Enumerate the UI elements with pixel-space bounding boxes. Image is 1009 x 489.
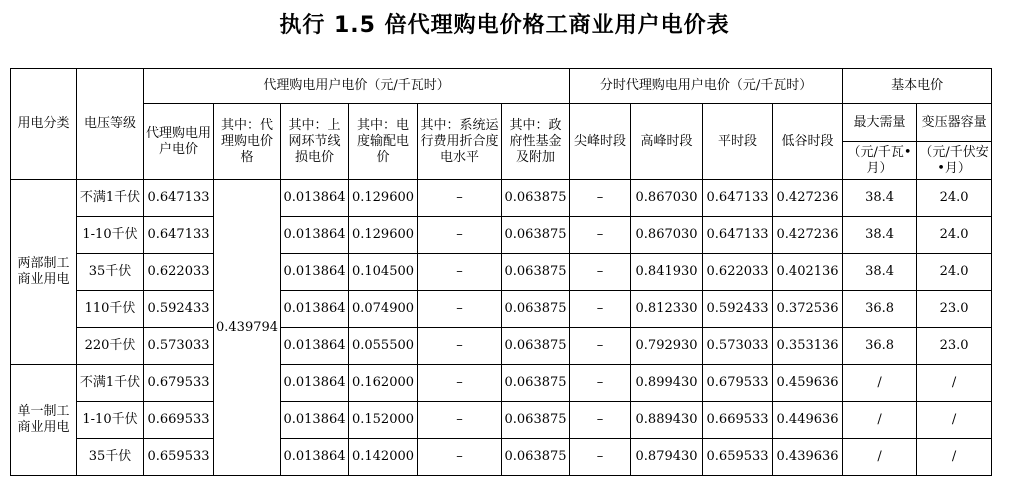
voltage-cell: 220千伏 bbox=[77, 328, 144, 365]
transmission-price-cell: 0.055500 bbox=[349, 328, 418, 365]
header-of-which-trans: 其中：电度输配电价 bbox=[349, 104, 418, 180]
flat-cell: 0.647133 bbox=[703, 180, 773, 217]
government-fund-cell: 0.063875 bbox=[502, 254, 570, 291]
sharp-peak-cell: – bbox=[570, 291, 631, 328]
flat-cell: 0.679533 bbox=[703, 365, 773, 402]
category-cell: 单一制工商业用电 bbox=[11, 365, 77, 476]
loss-price-cell: 0.013864 bbox=[281, 439, 349, 476]
table-row bbox=[11, 328, 992, 365]
transformer-capacity-cell: / bbox=[917, 365, 992, 402]
loss-price-cell: 0.013864 bbox=[281, 328, 349, 365]
system-cost-cell: – bbox=[418, 439, 502, 476]
transmission-price-cell: 0.142000 bbox=[349, 439, 418, 476]
valley-cell: 0.427236 bbox=[773, 217, 843, 254]
table-row bbox=[11, 439, 992, 476]
transformer-capacity-cell: 23.0 bbox=[917, 328, 992, 365]
peak-cell: 0.841930 bbox=[631, 254, 703, 291]
loss-price-cell: 0.013864 bbox=[281, 365, 349, 402]
government-fund-cell: 0.063875 bbox=[502, 402, 570, 439]
page-title: 执行 1.5 倍代理购电价格工商业用户电价表 bbox=[279, 13, 730, 38]
system-cost-cell: – bbox=[418, 180, 502, 217]
peak-cell: 0.899430 bbox=[631, 365, 703, 402]
valley-cell: 0.353136 bbox=[773, 328, 843, 365]
agent-purchase-price-cell: 0.439794 bbox=[214, 180, 281, 476]
voltage-cell: 35千伏 bbox=[77, 439, 144, 476]
max-demand-cell: / bbox=[843, 365, 917, 402]
loss-price-cell: 0.013864 bbox=[281, 402, 349, 439]
valley-cell: 0.372536 bbox=[773, 291, 843, 328]
sharp-peak-cell: – bbox=[570, 180, 631, 217]
loss-price-cell: 0.013864 bbox=[281, 254, 349, 291]
voltage-cell: 不满1千伏 bbox=[77, 180, 144, 217]
peak-cell: 0.867030 bbox=[631, 180, 703, 217]
agent-price-cell: 0.679533 bbox=[144, 365, 214, 402]
header-valley: 低谷时段 bbox=[773, 104, 843, 180]
transmission-price-cell: 0.074900 bbox=[349, 291, 418, 328]
valley-cell: 0.459636 bbox=[773, 365, 843, 402]
header-group-agent: 代理购电用户电价（元/千瓦时） bbox=[144, 69, 570, 104]
system-cost-cell: – bbox=[418, 365, 502, 402]
transformer-capacity-cell: 23.0 bbox=[917, 291, 992, 328]
voltage-cell: 1-10千伏 bbox=[77, 217, 144, 254]
transmission-price-cell: 0.152000 bbox=[349, 402, 418, 439]
transformer-capacity-cell: 24.0 bbox=[917, 180, 992, 217]
header-peak-sharp: 尖峰时段 bbox=[570, 104, 631, 180]
sharp-peak-cell: – bbox=[570, 217, 631, 254]
max-demand-cell: 36.8 bbox=[843, 291, 917, 328]
agent-price-cell: 0.622033 bbox=[144, 254, 214, 291]
max-demand-cell: 38.4 bbox=[843, 180, 917, 217]
flat-cell: 0.659533 bbox=[703, 439, 773, 476]
header-agent-price: 代理购电用户电价 bbox=[144, 104, 214, 180]
sharp-peak-cell: – bbox=[570, 328, 631, 365]
transmission-price-cell: 0.129600 bbox=[349, 217, 418, 254]
table-body bbox=[11, 180, 992, 476]
header-transformer-unit: （元/千伏安•月） bbox=[917, 142, 992, 180]
max-demand-cell: 38.4 bbox=[843, 254, 917, 291]
flat-cell: 0.647133 bbox=[703, 217, 773, 254]
sharp-peak-cell: – bbox=[570, 365, 631, 402]
transmission-price-cell: 0.104500 bbox=[349, 254, 418, 291]
agent-price-cell: 0.592433 bbox=[144, 291, 214, 328]
header-voltage: 电压等级 bbox=[77, 69, 144, 180]
transmission-price-cell: 0.162000 bbox=[349, 365, 418, 402]
valley-cell: 0.402136 bbox=[773, 254, 843, 291]
flat-cell: 0.573033 bbox=[703, 328, 773, 365]
flat-cell: 0.669533 bbox=[703, 402, 773, 439]
government-fund-cell: 0.063875 bbox=[502, 180, 570, 217]
transformer-capacity-cell: / bbox=[917, 439, 992, 476]
valley-cell: 0.439636 bbox=[773, 439, 843, 476]
header-transformer: 变压器容量 bbox=[917, 104, 992, 142]
voltage-cell: 不满1千伏 bbox=[77, 365, 144, 402]
government-fund-cell: 0.063875 bbox=[502, 217, 570, 254]
agent-price-cell: 0.669533 bbox=[144, 402, 214, 439]
government-fund-cell: 0.063875 bbox=[502, 365, 570, 402]
flat-cell: 0.622033 bbox=[703, 254, 773, 291]
table-row bbox=[11, 217, 992, 254]
loss-price-cell: 0.013864 bbox=[281, 180, 349, 217]
max-demand-cell: 36.8 bbox=[843, 328, 917, 365]
tariff-table bbox=[10, 68, 992, 476]
header-group-tou: 分时代理购电用户电价（元/千瓦时） bbox=[570, 69, 843, 104]
system-cost-cell: – bbox=[418, 254, 502, 291]
header-group-basic: 基本电价 bbox=[843, 69, 992, 104]
transformer-capacity-cell: 24.0 bbox=[917, 217, 992, 254]
peak-cell: 0.812330 bbox=[631, 291, 703, 328]
table-row bbox=[11, 402, 992, 439]
table-row bbox=[11, 365, 992, 402]
system-cost-cell: – bbox=[418, 291, 502, 328]
category-cell: 两部制工商业用电 bbox=[11, 180, 77, 365]
header-category: 用电分类 bbox=[11, 69, 77, 180]
system-cost-cell: – bbox=[418, 402, 502, 439]
table-row bbox=[11, 291, 992, 328]
loss-price-cell: 0.013864 bbox=[281, 217, 349, 254]
system-cost-cell: – bbox=[418, 217, 502, 254]
agent-price-cell: 0.647133 bbox=[144, 217, 214, 254]
voltage-cell: 110千伏 bbox=[77, 291, 144, 328]
agent-price-cell: 0.573033 bbox=[144, 328, 214, 365]
voltage-cell: 35千伏 bbox=[77, 254, 144, 291]
transformer-capacity-cell: 24.0 bbox=[917, 254, 992, 291]
sharp-peak-cell: – bbox=[570, 254, 631, 291]
sharp-peak-cell: – bbox=[570, 439, 631, 476]
table-row bbox=[11, 254, 992, 291]
header-of-which-loss: 其中：上网环节线损电价 bbox=[281, 104, 349, 180]
voltage-cell: 1-10千伏 bbox=[77, 402, 144, 439]
header-peak: 高峰时段 bbox=[631, 104, 703, 180]
max-demand-cell: / bbox=[843, 402, 917, 439]
transformer-capacity-cell: / bbox=[917, 402, 992, 439]
header-max-demand: 最大需量 bbox=[843, 104, 917, 142]
header-of-which-sys: 其中：系统运行费用折合度电水平 bbox=[418, 104, 502, 180]
government-fund-cell: 0.063875 bbox=[502, 439, 570, 476]
peak-cell: 0.889430 bbox=[631, 402, 703, 439]
header-flat: 平时段 bbox=[703, 104, 773, 180]
transmission-price-cell: 0.129600 bbox=[349, 180, 418, 217]
system-cost-cell: – bbox=[418, 328, 502, 365]
peak-cell: 0.879430 bbox=[631, 439, 703, 476]
government-fund-cell: 0.063875 bbox=[502, 291, 570, 328]
valley-cell: 0.427236 bbox=[773, 180, 843, 217]
header-of-which-agent: 其中：代理购电价格 bbox=[214, 104, 281, 180]
table-row bbox=[11, 180, 992, 217]
peak-cell: 0.867030 bbox=[631, 217, 703, 254]
valley-cell: 0.449636 bbox=[773, 402, 843, 439]
government-fund-cell: 0.063875 bbox=[502, 328, 570, 365]
agent-price-cell: 0.647133 bbox=[144, 180, 214, 217]
header-max-demand-unit: （元/千瓦•月） bbox=[843, 142, 917, 180]
loss-price-cell: 0.013864 bbox=[281, 291, 349, 328]
sharp-peak-cell: – bbox=[570, 402, 631, 439]
agent-price-cell: 0.659533 bbox=[144, 439, 214, 476]
max-demand-cell: / bbox=[843, 439, 917, 476]
header-of-which-gov: 其中：政府性基金及附加 bbox=[502, 104, 570, 180]
peak-cell: 0.792930 bbox=[631, 328, 703, 365]
max-demand-cell: 38.4 bbox=[843, 217, 917, 254]
flat-cell: 0.592433 bbox=[703, 291, 773, 328]
